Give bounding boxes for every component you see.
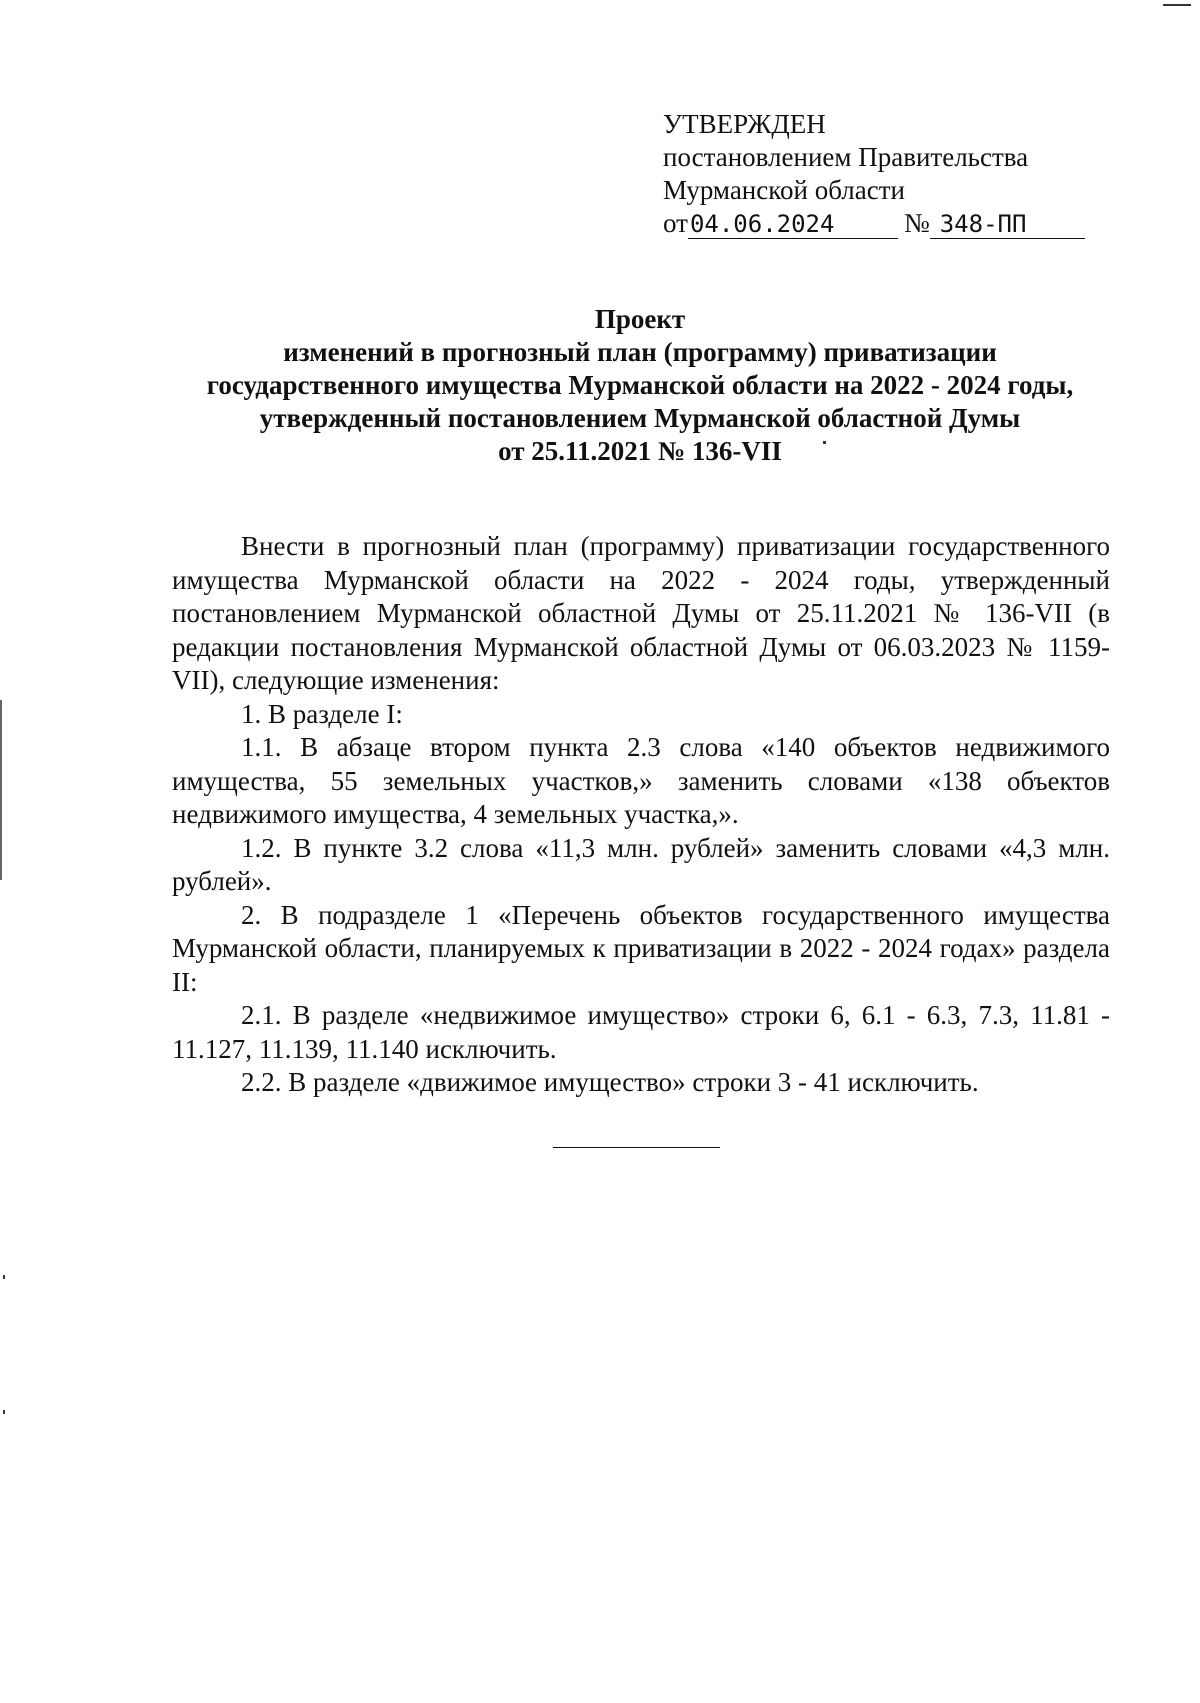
date-prefix: от	[663, 208, 688, 238]
approval-line-2: Мурманской области	[663, 175, 905, 205]
item-1-2: 1.2. В пункте 3.2 слова «11,3 млн. рублей» заменить словами «4,3 млн. рублей».	[172, 832, 1110, 896]
item-2-1: 2.1. В разделе «недвижимое имущество» строки 6, 6.1 - 6.3, 7.3, 11.81 - 11.127, 11.139, 11.140 исключить.	[172, 1000, 1110, 1064]
scan-dot-2	[3, 1410, 5, 1414]
scan-artifact-left-edge	[0, 700, 2, 880]
title-line-2: изменений в прогнозный план (программу) приватизации	[283, 337, 997, 367]
title-line-5: от 25.11.2021 № 136-VII	[498, 436, 782, 466]
item-1: 1. В разделе I:	[241, 698, 403, 729]
scan-dot-3	[823, 441, 826, 444]
scan-artifact-top	[1163, 4, 1191, 6]
approval-heading: УТВЕРЖДЕН	[663, 109, 826, 139]
document-body	[172, 530, 1110, 1100]
item-2-2: 2.2. В разделе «движимое имущество» строки 3 - 41 исключить.	[241, 1067, 979, 1097]
title-line-4: утвержденный постановлением Мурманской областной Думы	[259, 403, 1021, 433]
approval-stamp	[663, 108, 1085, 240]
approval-date-line	[663, 207, 1085, 240]
approval-number: 348-ПП	[930, 210, 1085, 239]
approval-date: 04.06.2024	[688, 210, 898, 239]
scan-dot-1	[3, 1275, 5, 1279]
intro-paragraph: Внести в прогнозный план (программу) приватизации государственного имущества Мурманской области на 2022 - 2024 годы, утвержденный постановлением Мурманской областной Думы от 25.11.2021 № 136-VII (в редакции постановления Мурманской областной Думы от 06.03.2023 № 1159-VII), следующие изменения:	[172, 531, 1110, 695]
approval-line-1: постановлением Правительства	[663, 142, 1029, 172]
item-2: 2. В подразделе 1 «Перечень объектов государственного имущества Мурманской области, планируемых к приватизации в 2022 - 2024 годах» раздела II:	[172, 899, 1110, 997]
item-1-1: 1.1. В абзаце втором пункта 2.3 слова «140 объектов недвижимого имущества, 55 земельных участков,» заменить словами «138 объектов недвижимого имущества, 4 земельных участка,».	[172, 732, 1110, 829]
title-line-1: Проект	[594, 304, 686, 334]
number-sign: №	[903, 208, 930, 238]
title-line-3: государственного имущества Мурманской области на 2022 - 2024 годы,	[206, 370, 1074, 400]
document-title	[130, 303, 1150, 468]
end-divider	[553, 1147, 720, 1148]
